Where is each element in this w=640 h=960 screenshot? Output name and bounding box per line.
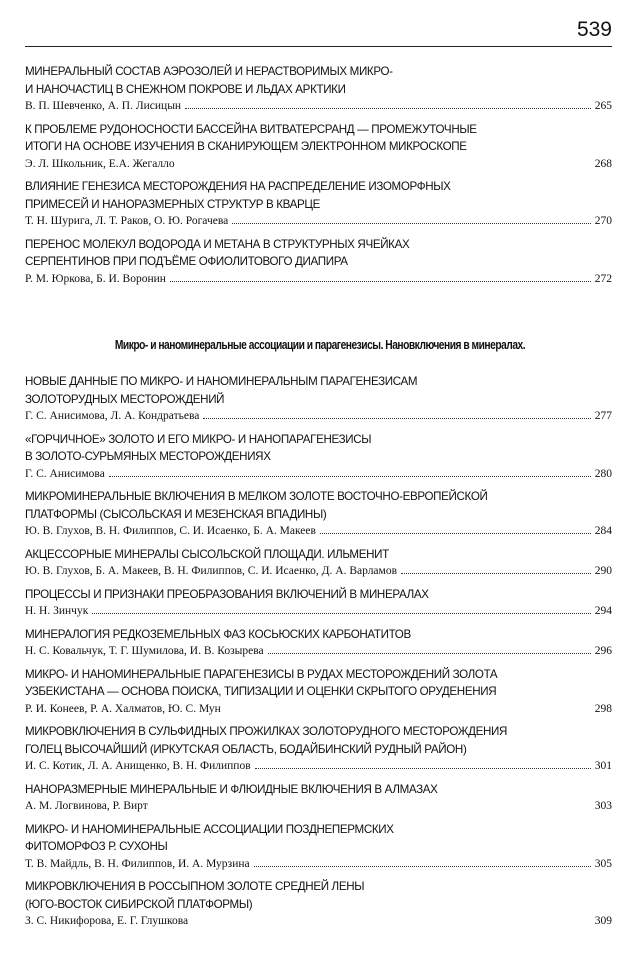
- toc-entry: [25, 488, 612, 539]
- dot-leader: [255, 759, 591, 769]
- entry-title-line: АКЦЕССОРНЫЕ МИНЕРАЛЫ СЫСОЛЬСКОЙ ПЛОЩАДИ. ИЛЬМЕНИТ: [25, 547, 389, 561]
- entry-authors-row: [25, 643, 612, 659]
- dot-leader: [320, 524, 591, 534]
- entry-page-number: 272: [594, 272, 612, 285]
- toc-entry: [25, 373, 612, 424]
- toc-group-section: [25, 373, 612, 936]
- entry-title-line: ПРОЦЕССЫ И ПРИЗНАКИ ПРЕОБРАЗОВАНИЯ ВКЛЮЧЕНИЙ В МИНЕРАЛАХ: [25, 587, 429, 601]
- toc-entry: [25, 121, 612, 172]
- entry-title-line: МИНЕРАЛЬНЫЙ СОСТАВ АЭРОЗОЛЕЙ И НЕРАСТВОРИМЫХ МИКРО-: [25, 65, 393, 78]
- entry-title-line: ИТОГИ НА ОСНОВЕ ИЗУЧЕНИЯ В СКАНИРУЮЩЕМ ЭЛЕКТРОННОМ МИКРОСКОПЕ: [25, 140, 467, 153]
- entry-title-line: МИКРО- И НАНОМИНЕРАЛЬНЫЕ АССОЦИАЦИИ ПОЗДНЕПЕРМСКИХ: [25, 822, 394, 836]
- entry-page-number: 296: [594, 645, 612, 657]
- toc-entry: [25, 666, 612, 717]
- entry-authors: Т. Н. Шурига, Л. Т. Раков, О. Ю. Рогачева: [25, 215, 229, 227]
- dot-leader: [254, 857, 591, 867]
- entry-authors-row: [25, 523, 612, 539]
- entry-authors-row: [25, 798, 612, 814]
- entry-authors-row: [25, 156, 612, 172]
- entry-title-line: МИКРОВКЛЮЧЕНИЯ В СУЛЬФИДНЫХ ПРОЖИЛКАХ ЗОЛОТОРУДНОГО МЕСТОРОЖДЕНИЯ: [25, 725, 508, 738]
- entry-authors: Р. М. Юркова, Б. И. Воронин: [25, 272, 166, 285]
- entry-page-number: 305: [594, 857, 612, 870]
- entry-authors-row: [25, 913, 612, 929]
- entry-authors: Г. С. Анисимова, Л. А. Кондратьева: [25, 410, 200, 422]
- entry-authors-row: [25, 701, 612, 717]
- entry-title-line: И НАНОЧАСТИЦ В СНЕЖНОМ ПОКРОВЕ И ЛЬДАХ АРКТИКИ: [25, 82, 346, 96]
- entry-title-line: МИНЕРАЛОГИЯ РЕДКОЗЕМЕЛЬНЫХ ФАЗ КОСЬЮСКИХ КАРБОНАТИТОВ: [25, 627, 411, 641]
- toc-entry: [25, 586, 612, 620]
- toc-entry: [25, 878, 612, 929]
- entry-authors-row: [25, 563, 612, 579]
- entry-title-line: НАНОРАЗМЕРНЫЕ МИНЕРАЛЬНЫЕ И ФЛЮИДНЫЕ ВКЛЮЧЕНИЯ В АЛМАЗАХ: [25, 782, 438, 796]
- toc-entry: [25, 431, 612, 482]
- entry-title-line: (ЮГО-ВОСТОК СИБИРСКОЙ ПЛАТФОРМЫ): [25, 897, 253, 911]
- entry-authors: Г. С. Анисимова: [25, 467, 105, 480]
- dot-leader: [185, 99, 591, 109]
- entry-page-number: 303: [594, 800, 612, 812]
- entry-title-line: В ЗОЛОТО-СУРЬМЯНЫХ МЕСТОРОЖДЕНИЯХ: [25, 450, 271, 463]
- dot-leader: [152, 800, 591, 809]
- dot-leader: [268, 644, 591, 654]
- toc-group-top: [25, 63, 612, 293]
- dot-leader: [401, 564, 591, 574]
- entry-authors: И. С. Котик, Л. А. Анищенко, В. Н. Филиппов: [25, 760, 251, 772]
- toc-entry: [25, 821, 612, 872]
- entry-title-line: ВЛИЯНИЕ ГЕНЕЗИСА МЕСТОРОЖДЕНИЯ НА РАСПРЕДЕЛЕНИЕ ИЗОМОРФНЫХ: [25, 180, 451, 193]
- dot-leader: [232, 214, 591, 224]
- entry-title-line: ПЕРЕНОС МОЛЕКУЛ ВОДОРОДА И МЕТАНА В СТРУКТУРНЫХ ЯЧЕЙКАХ: [25, 237, 410, 251]
- entry-title-line: ПРИМЕСЕЙ И НАНОРАЗМЕРНЫХ СТРУКТУР В КВАРЦЕ: [25, 197, 320, 211]
- entry-authors-row: [25, 213, 612, 229]
- entry-title-line: НОВЫЕ ДАННЫЕ ПО МИКРО- И НАНОМИНЕРАЛЬНЫМ ПАРАГЕНЕЗИСАМ: [25, 375, 418, 388]
- entry-authors: В. П. Шевченко, А. П. Лисицын: [25, 100, 182, 112]
- page-number: 539: [576, 18, 612, 41]
- entry-authors: Ю. В. Глухов, В. Н. Филиппов, С. И. Исаенко, Б. А. Макеев: [25, 525, 316, 537]
- toc-entry: [25, 178, 612, 229]
- dot-leader: [109, 467, 591, 477]
- entry-authors: Н. Н. Зинчук: [25, 605, 89, 617]
- entry-page-number: 301: [594, 760, 612, 772]
- entry-authors-row: [25, 466, 612, 482]
- dot-leader: [170, 272, 591, 282]
- entry-authors: А. М. Логвинова, Р. Вирт: [25, 800, 148, 812]
- entry-page-number: 298: [594, 702, 612, 715]
- entry-title-line: ЗОЛОТОРУДНЫХ МЕСТОРОЖДЕНИЙ: [25, 392, 225, 406]
- entry-authors-row: [25, 408, 612, 424]
- entry-page-number: 284: [594, 525, 612, 537]
- entry-authors-row: [25, 758, 612, 774]
- entry-authors: Н. С. Ковальчук, Т. Г. Шумилова, И. В. Козырева: [25, 645, 264, 657]
- toc-entry: [25, 546, 612, 580]
- entry-page-number: 268: [594, 157, 612, 170]
- dot-leader: [225, 703, 591, 712]
- entry-title-line: К ПРОБЛЕМЕ РУДОНОСНОСТИ БАССЕЙНА ВИТВАТЕРСРАНД — ПРОМЕЖУТОЧНЫЕ: [25, 122, 477, 136]
- entry-authors: З. С. Никифорова, Е. Г. Глушкова: [25, 915, 189, 927]
- entry-page-number: 309: [594, 915, 612, 927]
- entry-authors-row: [25, 856, 612, 872]
- entry-authors-row: [25, 603, 612, 619]
- toc-entry: [25, 723, 612, 774]
- entry-title-line: МИКРОВКЛЮЧЕНИЯ В РОССЫПНОМ ЗОЛОТЕ СРЕДНЕЙ ЛЕНЫ: [25, 880, 365, 893]
- dot-leader: [179, 158, 591, 167]
- entry-authors: Т. В. Майдль, В. Н. Филиппов, И. А. Мурзина: [25, 857, 250, 870]
- entry-title-line: МИКРОМИНЕРАЛЬНЫЕ ВКЛЮЧЕНИЯ В МЕЛКОМ ЗОЛОТЕ ВОСТОЧНО-ЕВРОПЕЙСКОЙ: [25, 490, 488, 503]
- toc-entry: [25, 781, 612, 815]
- entry-title-line: ПЛАТФОРМЫ (СЫСОЛЬСКАЯ И МЕЗЕНСКАЯ ВПАДИНЫ): [25, 507, 327, 521]
- entry-title-line: «ГОРЧИЧНОЕ» ЗОЛОТО И ЕГО МИКРО- И НАНОПАРАГЕНЕЗИСЫ: [25, 432, 372, 446]
- dot-leader: [192, 915, 591, 924]
- entry-title-line: УЗБЕКИСТАНА — ОСНОВА ПОИСКА, ТИПИЗАЦИИ И ОЦЕНКИ СКРЫТОГО ОРУДЕНЕНИЯ: [25, 685, 497, 698]
- header-rule: [25, 46, 612, 47]
- entry-authors-row: [25, 271, 612, 287]
- toc-entry: [25, 63, 612, 114]
- dot-leader: [203, 409, 590, 419]
- entry-authors: Ю. В. Глухов, Б. А. Макеев, В. Н. Филиппов, С. И. Исаенко, Д. А. Варламов: [25, 565, 397, 577]
- entry-page-number: 270: [594, 215, 612, 227]
- dot-leader: [92, 604, 590, 614]
- entry-page-number: 290: [594, 565, 612, 577]
- toc-entry: [25, 626, 612, 660]
- entry-page-number: 277: [594, 410, 612, 422]
- entry-title-line: ГОЛЕЦ ВЫСОЧАЙШИЙ (ИРКУТСКАЯ ОБЛАСТЬ, БОДАЙБИНСКИЙ РУДНЫЙ РАЙОН): [25, 742, 467, 756]
- entry-title-line: СЕРПЕНТИНОВ ПРИ ПОДЪЁМЕ ОФИОЛИТОВОГО ДИАПИРА: [25, 255, 348, 268]
- entry-page-number: 280: [594, 467, 612, 480]
- entry-title-line: МИКРО- И НАНОМИНЕРАЛЬНЫЕ ПАРАГЕНЕЗИСЫ В РУДАХ МЕСТОРОЖДЕНИЙ ЗОЛОТА: [25, 667, 498, 681]
- entry-authors: Р. И. Конеев, Р. А. Халматов, Ю. С. Мун: [25, 702, 221, 715]
- entry-page-number: 265: [594, 100, 612, 112]
- entry-title-line: ФИТОМОРФОЗ Р. СУХОНЫ: [25, 840, 168, 853]
- entry-authors: Э. Л. Школьник, Е.А. Жегалло: [25, 157, 175, 170]
- entry-authors-row: [25, 98, 612, 114]
- entry-page-number: 294: [594, 605, 612, 617]
- section-heading: Микро- и наноминеральные ассоциации и парагенезисы. Нановключения в минералах.: [114, 338, 526, 352]
- toc-entry: [25, 236, 612, 287]
